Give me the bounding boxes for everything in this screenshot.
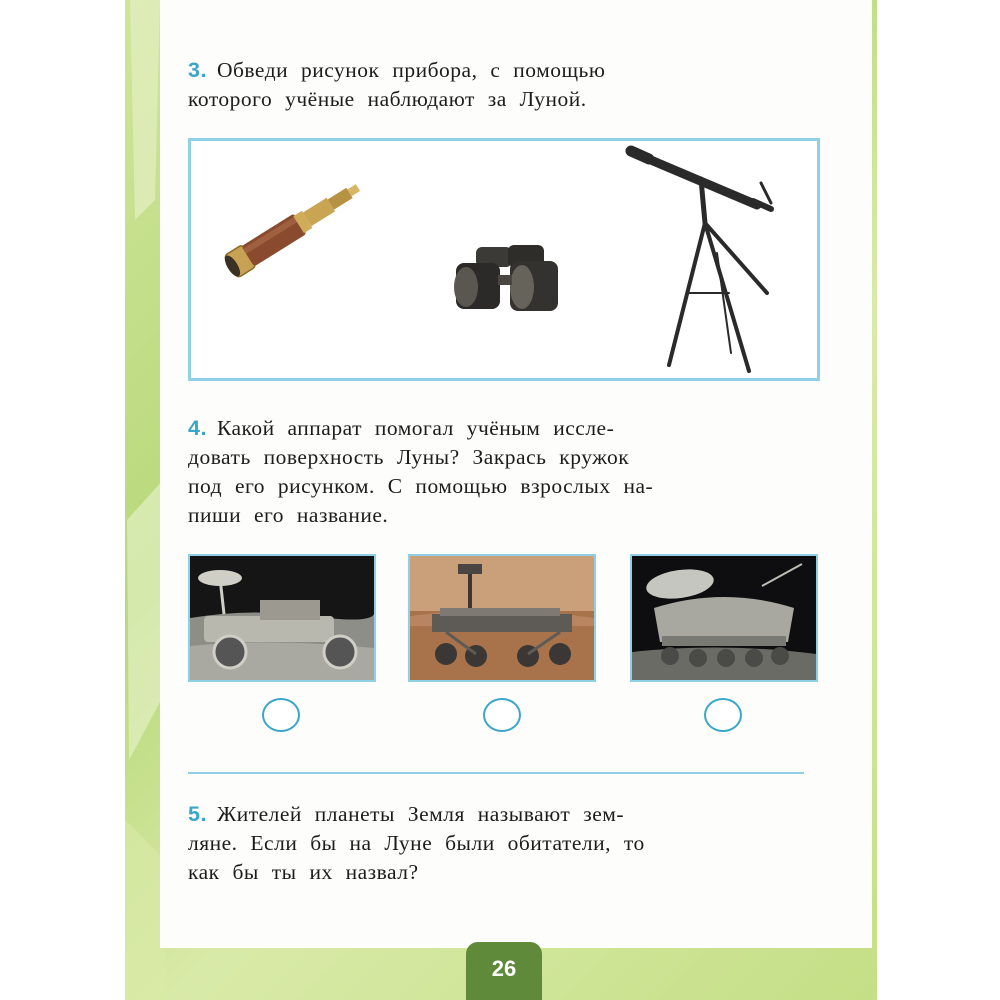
answer-circle-2[interactable] — [483, 698, 521, 732]
binoculars-icon[interactable] — [446, 241, 576, 326]
task-4 — [188, 414, 820, 530]
task-4-line-3: под его рисунком. С помощью взрослых на- — [188, 474, 654, 498]
answer-circle-3[interactable] — [704, 698, 742, 732]
answer-circle-1[interactable] — [262, 698, 300, 732]
instruments-frame — [188, 138, 820, 381]
task-5-number: 5. — [188, 802, 207, 826]
mars-rover-photo — [408, 554, 596, 682]
task-3-text-1: Обведи рисунок прибора, с помощью — [216, 58, 606, 82]
answer-line[interactable] — [188, 772, 804, 774]
page-number: 26 — [491, 956, 517, 981]
task-4-line-1 — [188, 414, 820, 443]
task-4-line-4: пиши его название. — [188, 503, 389, 527]
task-3-number: 3. — [188, 58, 207, 82]
task-5-line-1 — [188, 800, 820, 829]
task-3-line-2: которого учёные наблюдают за Луной. — [188, 87, 587, 111]
lunokhod-icon — [632, 556, 816, 680]
task-3-line-1 — [188, 56, 820, 85]
task-5 — [188, 800, 820, 887]
task-4-line-2: довать поверхность Луны? Закрась кружок — [188, 445, 630, 469]
task-4-number: 4. — [188, 416, 207, 440]
lunar-roving-vehicle-photo — [188, 554, 376, 682]
task-5-text-1: Жителей планеты Земля называют зем- — [216, 802, 625, 826]
mars-rover-icon — [410, 556, 594, 680]
lunokhod-photo — [630, 554, 818, 682]
spyglass-icon[interactable] — [213, 169, 373, 284]
task-5-line-3: как бы ты их назвал? — [188, 860, 419, 884]
leaf-decoration-icon — [125, 0, 165, 1000]
task-3 — [188, 56, 820, 114]
task-4-text-1: Какой аппарат помогал учёным иссле- — [216, 416, 615, 440]
telescope-on-tripod-icon[interactable] — [621, 143, 796, 375]
lunar-roving-vehicle-icon — [190, 556, 374, 680]
task-5-line-2: ляне. Если бы на Луне были обитатели, то — [188, 831, 645, 855]
